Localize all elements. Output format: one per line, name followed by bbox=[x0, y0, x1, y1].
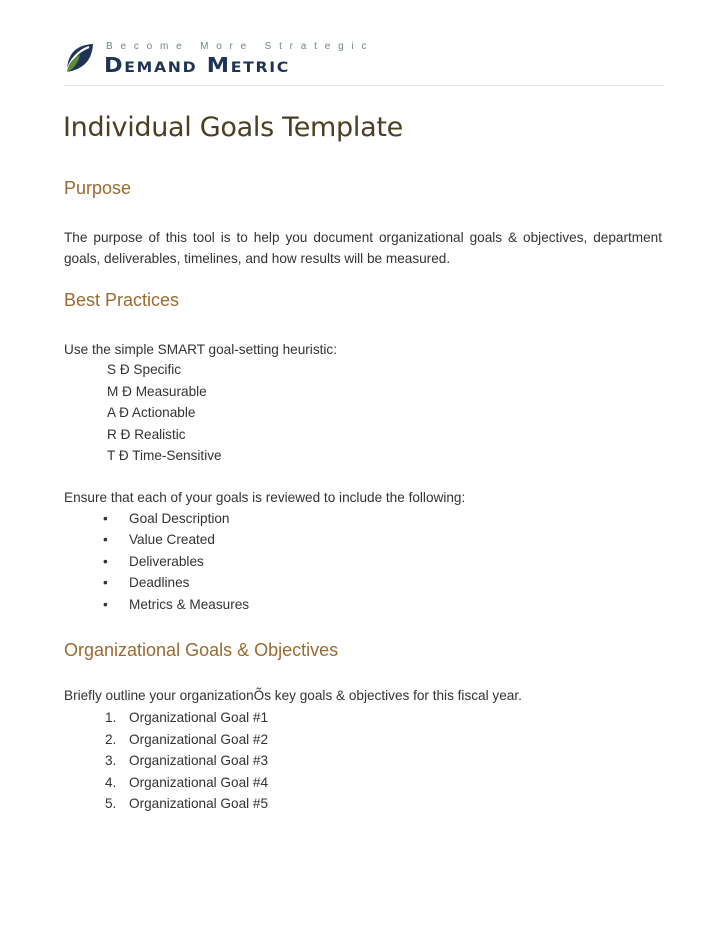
org-goal-label: Organizational Goal #4 bbox=[129, 774, 269, 790]
review-list bbox=[103, 508, 249, 615]
org-goal-label: Organizational Goal #5 bbox=[129, 796, 269, 811]
org-goal-number: 1. bbox=[105, 710, 117, 725]
org-goals-list bbox=[105, 707, 268, 815]
org-goal-label: Organizational Goal #2 bbox=[129, 731, 269, 747]
bullet-glyph: • bbox=[103, 532, 108, 548]
purpose-heading: Purpose bbox=[64, 178, 132, 198]
smart-item: A Ð Actionable bbox=[107, 405, 196, 420]
org-goal-number: 4. bbox=[105, 774, 117, 790]
review-item bbox=[103, 572, 249, 593]
logo-tagline: Become More Strategic bbox=[106, 41, 375, 52]
purpose-text: The purpose of this tool is to help you document organizational goals & objectives, department goals, deliverables, timelines, and how results will be measured. bbox=[64, 230, 662, 266]
smart-item: S Ð Specific bbox=[107, 362, 182, 377]
org-goal-item bbox=[105, 793, 268, 815]
review-item-label: Metrics & Measures bbox=[129, 596, 250, 612]
org-goal-item bbox=[105, 707, 268, 729]
org-goal-number: 2. bbox=[105, 731, 117, 747]
review-item-label: Goal Description bbox=[129, 511, 230, 526]
org-goal-number: 3. bbox=[105, 753, 117, 768]
smart-item: R Ð Realistic bbox=[107, 426, 186, 442]
review-intro: Ensure that each of your goals is reviewed to include the following: bbox=[64, 490, 466, 505]
review-item-label: Deliverables bbox=[129, 553, 204, 569]
org-goal-number: 5. bbox=[105, 796, 117, 811]
bullet-glyph: • bbox=[103, 553, 108, 569]
document-header bbox=[64, 38, 664, 88]
review-item-label: Deadlines bbox=[129, 575, 190, 591]
header-divider bbox=[64, 85, 664, 86]
review-item bbox=[103, 551, 249, 572]
review-item-label: Value Created bbox=[129, 532, 215, 548]
smart-item: M Ð Measurable bbox=[107, 383, 207, 399]
org-goal-label: Organizational Goal #3 bbox=[129, 753, 269, 768]
org-goal-item bbox=[105, 772, 268, 794]
org-goals-heading: Organizational Goals & Objectives bbox=[64, 640, 339, 660]
demand-metric-leaf-icon bbox=[64, 42, 96, 74]
org-goal-item bbox=[105, 729, 268, 751]
bullet-glyph: • bbox=[103, 596, 108, 612]
bullet-glyph: • bbox=[103, 511, 108, 526]
review-item bbox=[103, 508, 249, 529]
org-goal-label: Organizational Goal #1 bbox=[129, 710, 269, 725]
org-goals-intro: Briefly outline your organizationÕs key goals & objectives for this fiscal year. bbox=[64, 688, 522, 703]
review-item bbox=[103, 529, 249, 550]
smart-item: T Ð Time-Sensitive bbox=[107, 448, 222, 463]
best-practices-heading: Best Practices bbox=[64, 290, 180, 310]
smart-list bbox=[107, 359, 222, 467]
logo-wordmark: Demand Metric bbox=[104, 53, 290, 77]
page-title: Individual Goals Template bbox=[63, 112, 403, 143]
org-goal-item bbox=[105, 750, 268, 772]
smart-intro: Use the simple SMART goal-setting heuristic: bbox=[64, 342, 337, 357]
review-item bbox=[103, 594, 249, 615]
bullet-glyph: • bbox=[103, 575, 108, 591]
